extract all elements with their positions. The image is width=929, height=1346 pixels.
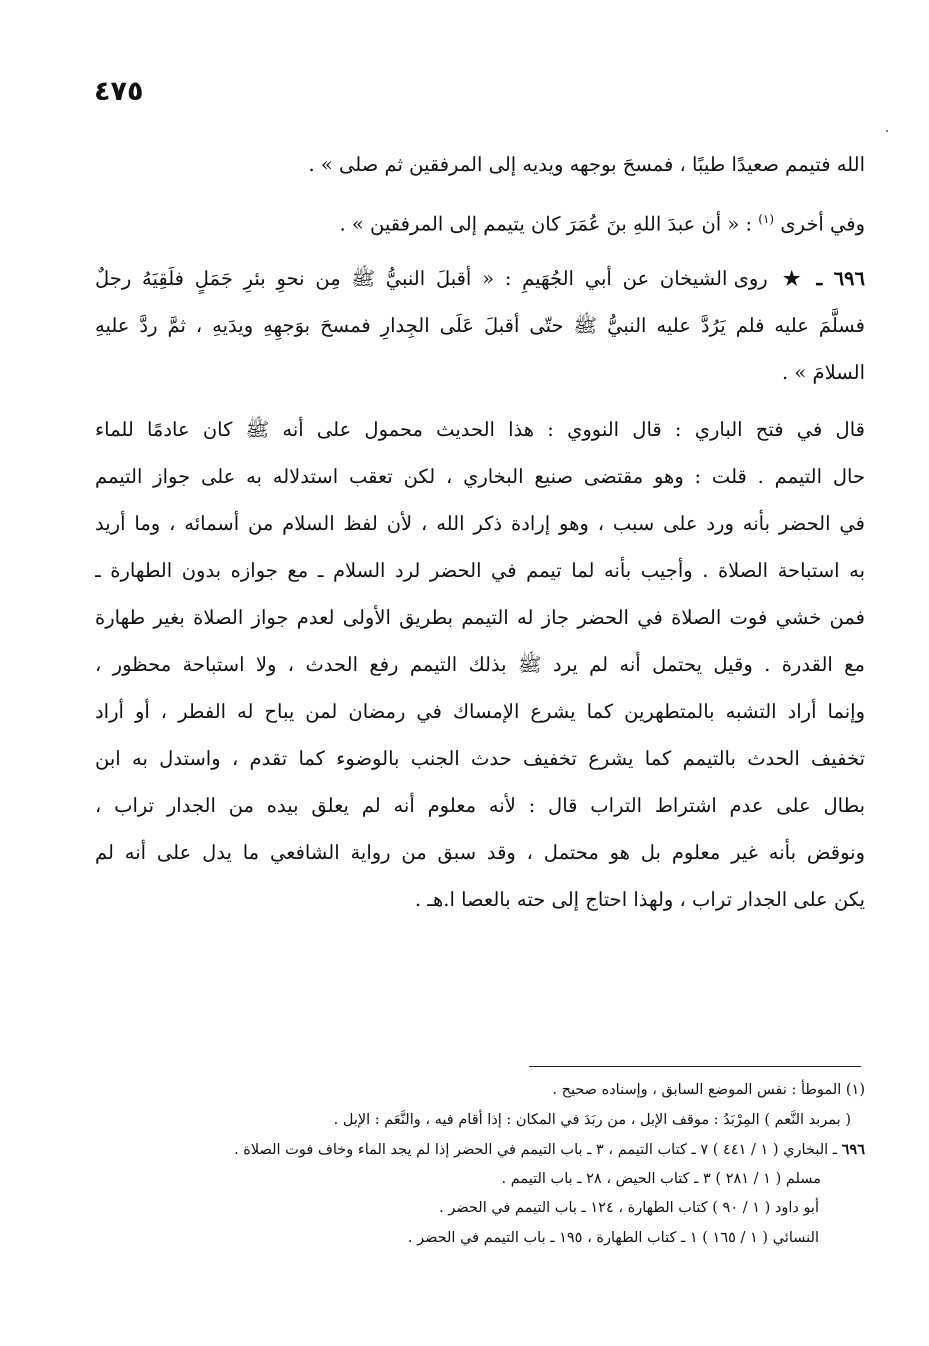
- footnote-source-abudawud: أبو داود ( ١ / ٩٠ ) كتاب الطهارة ، ١٢٤ ـ باب التيمم في الحضر .: [439, 1200, 819, 1216]
- text-line: [95, 255, 865, 302]
- text-line: فمن خشي فوت الصلاة في الحضر جاز له التيمم بطريق الأولى لعدم جواز الصلاة بغير طهارة: [95, 606, 865, 629]
- paragraph-hadith-end: [95, 141, 865, 188]
- paragraph-hadith-696: [95, 255, 865, 396]
- footnote-source-muslim: مسلم ( ١ / ٢٨١ ) ٣ ـ كتاب الحيض ، ٢٨ ـ باب التيمم .: [501, 1170, 821, 1187]
- text-line: بطال على عدم اشتراط التراب قال : لأنه معلوم أنه لم يعلق بيده من الجدار تراب ،: [95, 794, 865, 817]
- text-line: فسلَّمَ عليه فلم يَرُدَّ عليه النبيُّ ﷺ حتّى أقبلَ عَلَى الجِدارِ فمسحَ بوَجهِهِ ويدَيهِ ، ثمَّ ردَّ عليهِ: [95, 314, 865, 337]
- text-line: في الحضر بأنه ورد على سبب ، وهو إرادة ذكر الله ، لأن لفظ السلام من أسمائه ، وما أريد: [95, 512, 865, 535]
- scan-speck: [886, 130, 888, 132]
- text-segment: وفي أخرى: [780, 212, 865, 236]
- text-segment: ـ البخاري ( ١ / ٤٤١ ) ٧ ـ كتاب التيمم ، ٣ ـ باب التيمم في الحضر إذا لم يجد الماء وخاف فوت الصلاة .: [234, 1142, 838, 1158]
- footnote-source-nasai: النسائي ( ١ / ١٦٥ ) ١ ـ كتاب الطهارة ، ١٩٥ ـ باب التيمم في الحضر .: [407, 1229, 819, 1246]
- text-line: تخفيف الحدث بالتيمم كما يشرع تخفيف حدث الجنب بالوضوء كما تقدم ، واستدل به ابن: [95, 747, 865, 770]
- text-line: ونوقض بأنه غير معلوم بل هو محتمل ، وقد سبق من رواية الشافعي ما يدل على أنه لم: [95, 841, 865, 864]
- text-line: يكن على الجدار تراب ، ولهذا احتاج إلى حته بالعصا ا.هـ .: [414, 888, 865, 911]
- paragraph-other-narration: [95, 196, 865, 243]
- text-line: به استباحة الصلاة . وأجيب بأنه لما تيمم في الحضر لرد السلام ـ مع جوازه بدون الطهارة ـ: [95, 559, 865, 582]
- footnote-hadith-number: ٦٩٦: [841, 1141, 865, 1158]
- footnote-gloss: ( بمربد النَّعم ) المِرْبَدُ : موقف الإبل ، من ربَدَ في المكان : إذا أقام فيه ، والنَّعَم : الإبل .: [333, 1111, 851, 1128]
- text-line: حال التيمم . قلت : وهو مقتضى صنيع البخاري ، لكن تعقب استدلاله به على جواز التيمم: [95, 465, 865, 488]
- footnote-reference: (١): [758, 212, 775, 226]
- text-segment: روى الشيخان عن أبي الجُهَيمِ : « أقبلَ النبيُّ ﷺ مِن نحوِ بئرِ جَمَلٍ فلَقِيَهُ رجلٌ: [95, 267, 768, 290]
- text-line: [95, 196, 865, 243]
- footnote-divider: [529, 1066, 861, 1067]
- text-line: السلامَ » .: [782, 361, 865, 384]
- text-line: قال في فتح الباري : قال النووي : هذا الحديث محمول على أنه ﷺ كان عادمًا للماء: [95, 418, 865, 441]
- footnotes: [180, 1076, 865, 1253]
- footnote-source-bukhari: [180, 1135, 865, 1165]
- page-number: ٤٧٥: [94, 76, 144, 107]
- hadith-number: ٦٩٦ ـ ★: [778, 267, 865, 290]
- text-line: وإنما أراد التشبه بالمتطهرين كما يشرع الإمساك في رمضان لمن يباح له الفطر ، أو أراد: [95, 700, 865, 723]
- footnote-1: (١) الموطأ : نفس الموضع السابق ، وإسناده صحيح .: [552, 1082, 865, 1098]
- paragraph-commentary: [95, 406, 865, 923]
- text-line: الله فتيمم صعيدًا طيبًا ، فمسحَ بوجهه ويديه إلى المرفقين ثم صلى » .: [308, 153, 865, 176]
- text-line: مع القدرة . وقيل يحتمل أنه لم يرد ﷺ بذلك التيمم رفع الحدث ، ولا استباحة محظور ،: [95, 653, 865, 676]
- text-segment: : « أن عبدَ اللهِ بنَ عُمَرَ كان يتيمم إلى المرفقين » .: [339, 212, 753, 236]
